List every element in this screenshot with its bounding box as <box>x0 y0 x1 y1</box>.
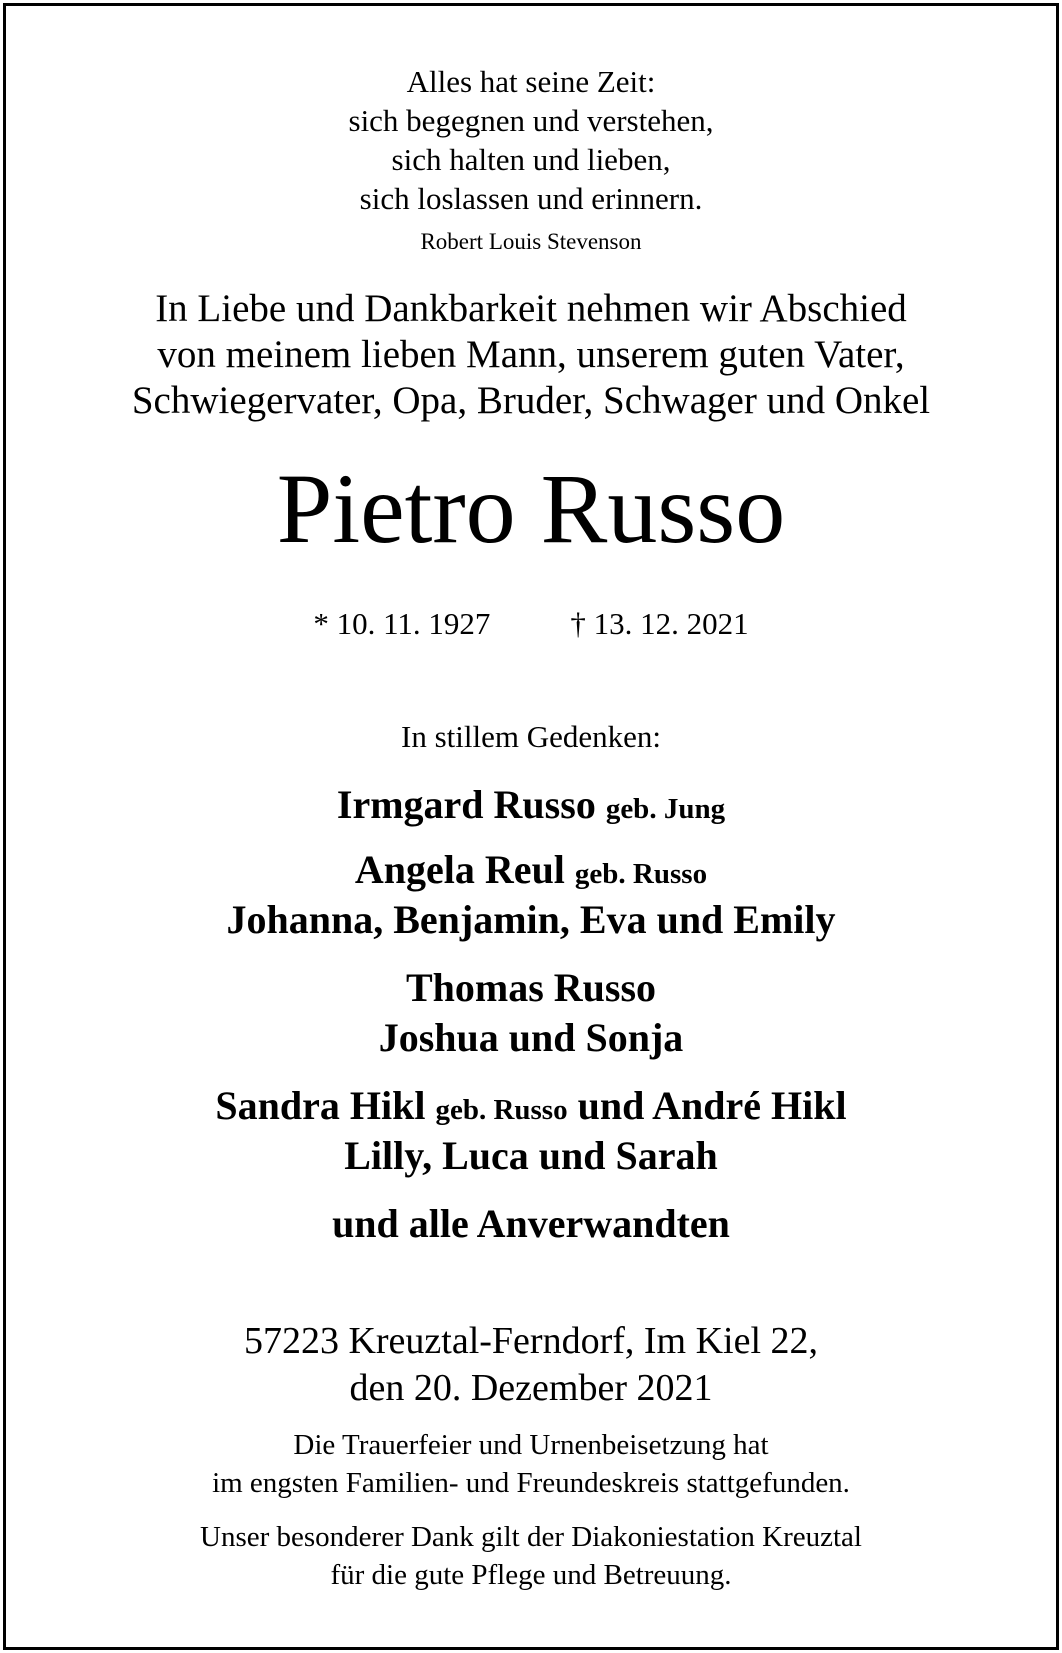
relatives-closing: und alle Anverwandten <box>332 1201 730 1246</box>
note-line: Die Trauerfeier und Urnenbeisetzung hat <box>293 1429 769 1461</box>
quote-line: sich loslassen und erinnern. <box>359 181 703 216</box>
note-line: im engsten Familien- und Freundeskreis stattgefunden. <box>212 1467 850 1499</box>
note-line: Unser besonderer Dank gilt der Diakoniestation Kreuztal <box>200 1521 862 1553</box>
quote-line: sich begegnen und verstehen, <box>348 103 714 138</box>
member-name: Irmgard Russo <box>336 782 596 827</box>
deceased-name: Pietro Russo <box>276 453 786 564</box>
death-date: † 13. 12. 2021 <box>570 606 749 641</box>
quote-line: sich halten und lieben, <box>391 142 671 177</box>
family-member <box>6 781 1056 828</box>
family-member: Thomas Russo <box>405 965 657 1010</box>
memoriam-label: In stillem Gedenken: <box>401 719 661 754</box>
maiden-name: geb. Russo <box>574 858 708 890</box>
birth-date: * 10. 11. 1927 <box>313 606 491 641</box>
family-member <box>6 1082 1056 1129</box>
maiden-name: geb. Jung <box>605 793 726 825</box>
member-name: Sandra Hikl <box>215 1083 426 1128</box>
intro-line: von meinem lieben Mann, unserem guten Vater, <box>157 333 905 376</box>
member-name: Angela Reul <box>354 847 565 892</box>
family-member <box>6 846 1056 893</box>
grandchildren: Joshua und Sonja <box>378 1015 684 1060</box>
intro-line: In Liebe und Dankbarkeit nehmen wir Abschied <box>155 287 907 330</box>
note-line: für die gute Pflege und Betreuung. <box>330 1559 732 1591</box>
grandchildren: Lilly, Luca und Sarah <box>344 1133 718 1178</box>
date-line: den 20. Dezember 2021 <box>349 1367 713 1409</box>
obituary-frame <box>3 3 1059 1650</box>
quote-line: Alles hat seine Zeit: <box>406 64 656 99</box>
intro-line: Schwiegervater, Opa, Bruder, Schwager und Onkel <box>131 379 931 422</box>
maiden-name: geb. Russo <box>435 1094 568 1126</box>
address-line: 57223 Kreuztal-Ferndorf, Im Kiel 22, <box>243 1320 819 1362</box>
life-dates <box>6 606 1056 642</box>
grandchildren: Johanna, Benjamin, Eva und Emily <box>226 897 836 942</box>
partner-name: und André Hikl <box>577 1083 847 1128</box>
quote-author: Robert Louis Stevenson <box>420 229 642 254</box>
